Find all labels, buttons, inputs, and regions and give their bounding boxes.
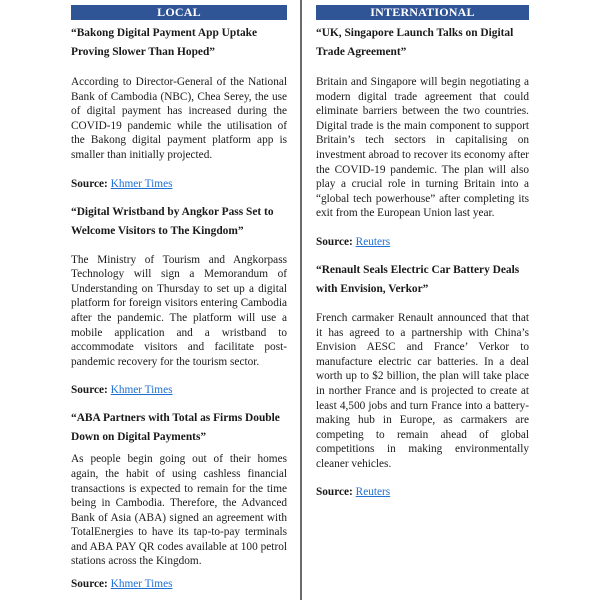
article-headline: “ABA Partners with Total as Firms Double Down on Digital Payments”: [71, 412, 280, 444]
local-article-2: [71, 203, 287, 398]
local-section-header: LOCAL: [71, 5, 287, 20]
international-article-1: [316, 24, 529, 249]
article-source: [71, 383, 287, 397]
article-source: [71, 577, 287, 591]
article-source: [316, 485, 529, 499]
source-link[interactable]: Khmer Times: [110, 384, 173, 397]
article-source: [71, 177, 287, 191]
source-link[interactable]: Khmer Times: [110, 177, 173, 190]
source-label: Source:: [71, 384, 108, 397]
article-headline: “Renault Seals Electric Car Battery Deals with Envision, Verkor”: [316, 263, 520, 295]
article-body: According to Director-General of the National Bank of Cambodia (NBC), Chea Serey, the use of digital payment has increased during the COVID-19 pandemic while the utilisation of the Bakong digital payment platform app is smaller than initially projected.: [71, 76, 287, 161]
article-body: The Ministry of Tourism and Angkorpass Technology will sign a Memorandum of Understanding on Thursday to set up a digital platform for foreign visitors entering Cambodia after the pandemic. The platform will use a mobile application and a wristband to accommodate visitors and facilitate post-pandemic recovery for the tourism sector.: [71, 253, 287, 368]
article-body: As people begin going out of their homes again, the habit of using cashless financial transactions is expected to remain for the time being in Cambodia. Therefore, the Advanced Bank of Asia (ABA) signed an agreement with TotalEnergies to have its tap-to-pay terminals and ABA PAY QR codes available at 100 petrol stations across the Kingdom.: [71, 453, 287, 568]
source-link[interactable]: Reuters: [355, 235, 391, 248]
local-column: [71, 5, 287, 591]
international-article-2: [316, 261, 529, 500]
international-column: [316, 5, 529, 499]
local-article-1: [71, 24, 287, 191]
article-source: [316, 235, 529, 249]
article-headline: “UK, Singapore Launch Talks on Digital Trade Agreement”: [316, 27, 514, 58]
article-body: Britain and Singapore will begin negotiating a modern digital trade agreement that could eliminate barriers between the two countries. Digital trade is the main component to support Britain’s tech sectors in capitalising on investment abroad to recover its economy after the COVID-19 pandemic. The plan will also play a crucial role in turning Britain into a “global tech powerhouse” after completing its exit from the European Union last year.: [316, 76, 529, 220]
article-headline: “Digital Wristband by Angkor Pass Set to Welcome Visitors to The Kingdom”: [71, 205, 274, 237]
source-label: Source:: [71, 177, 108, 190]
source-label: Source:: [71, 578, 108, 591]
source-label: Source:: [316, 235, 353, 248]
column-divider: [300, 0, 302, 600]
local-article-3: [71, 409, 287, 591]
source-link[interactable]: Reuters: [355, 486, 391, 499]
article-body: French carmaker Renault announced that that it has agreed to a partnership with China’s Envision AESC and France’ Verkor to manufacture electric car batteries. In a deal worth up to $2 billion, the plan will take place in norther France and is projected to create at least 4,500 jobs and turn France into a battery-making hub in Europe, as carmakers are competing to remain ahead of global competitions in making environmentally cleaner vehicles.: [316, 311, 529, 470]
article-headline: “Bakong Digital Payment App Uptake Proving Slower Than Hoped”: [71, 27, 258, 58]
source-label: Source:: [316, 486, 353, 499]
source-link[interactable]: Khmer Times: [110, 578, 173, 591]
international-section-header: INTERNATIONAL: [316, 5, 529, 20]
